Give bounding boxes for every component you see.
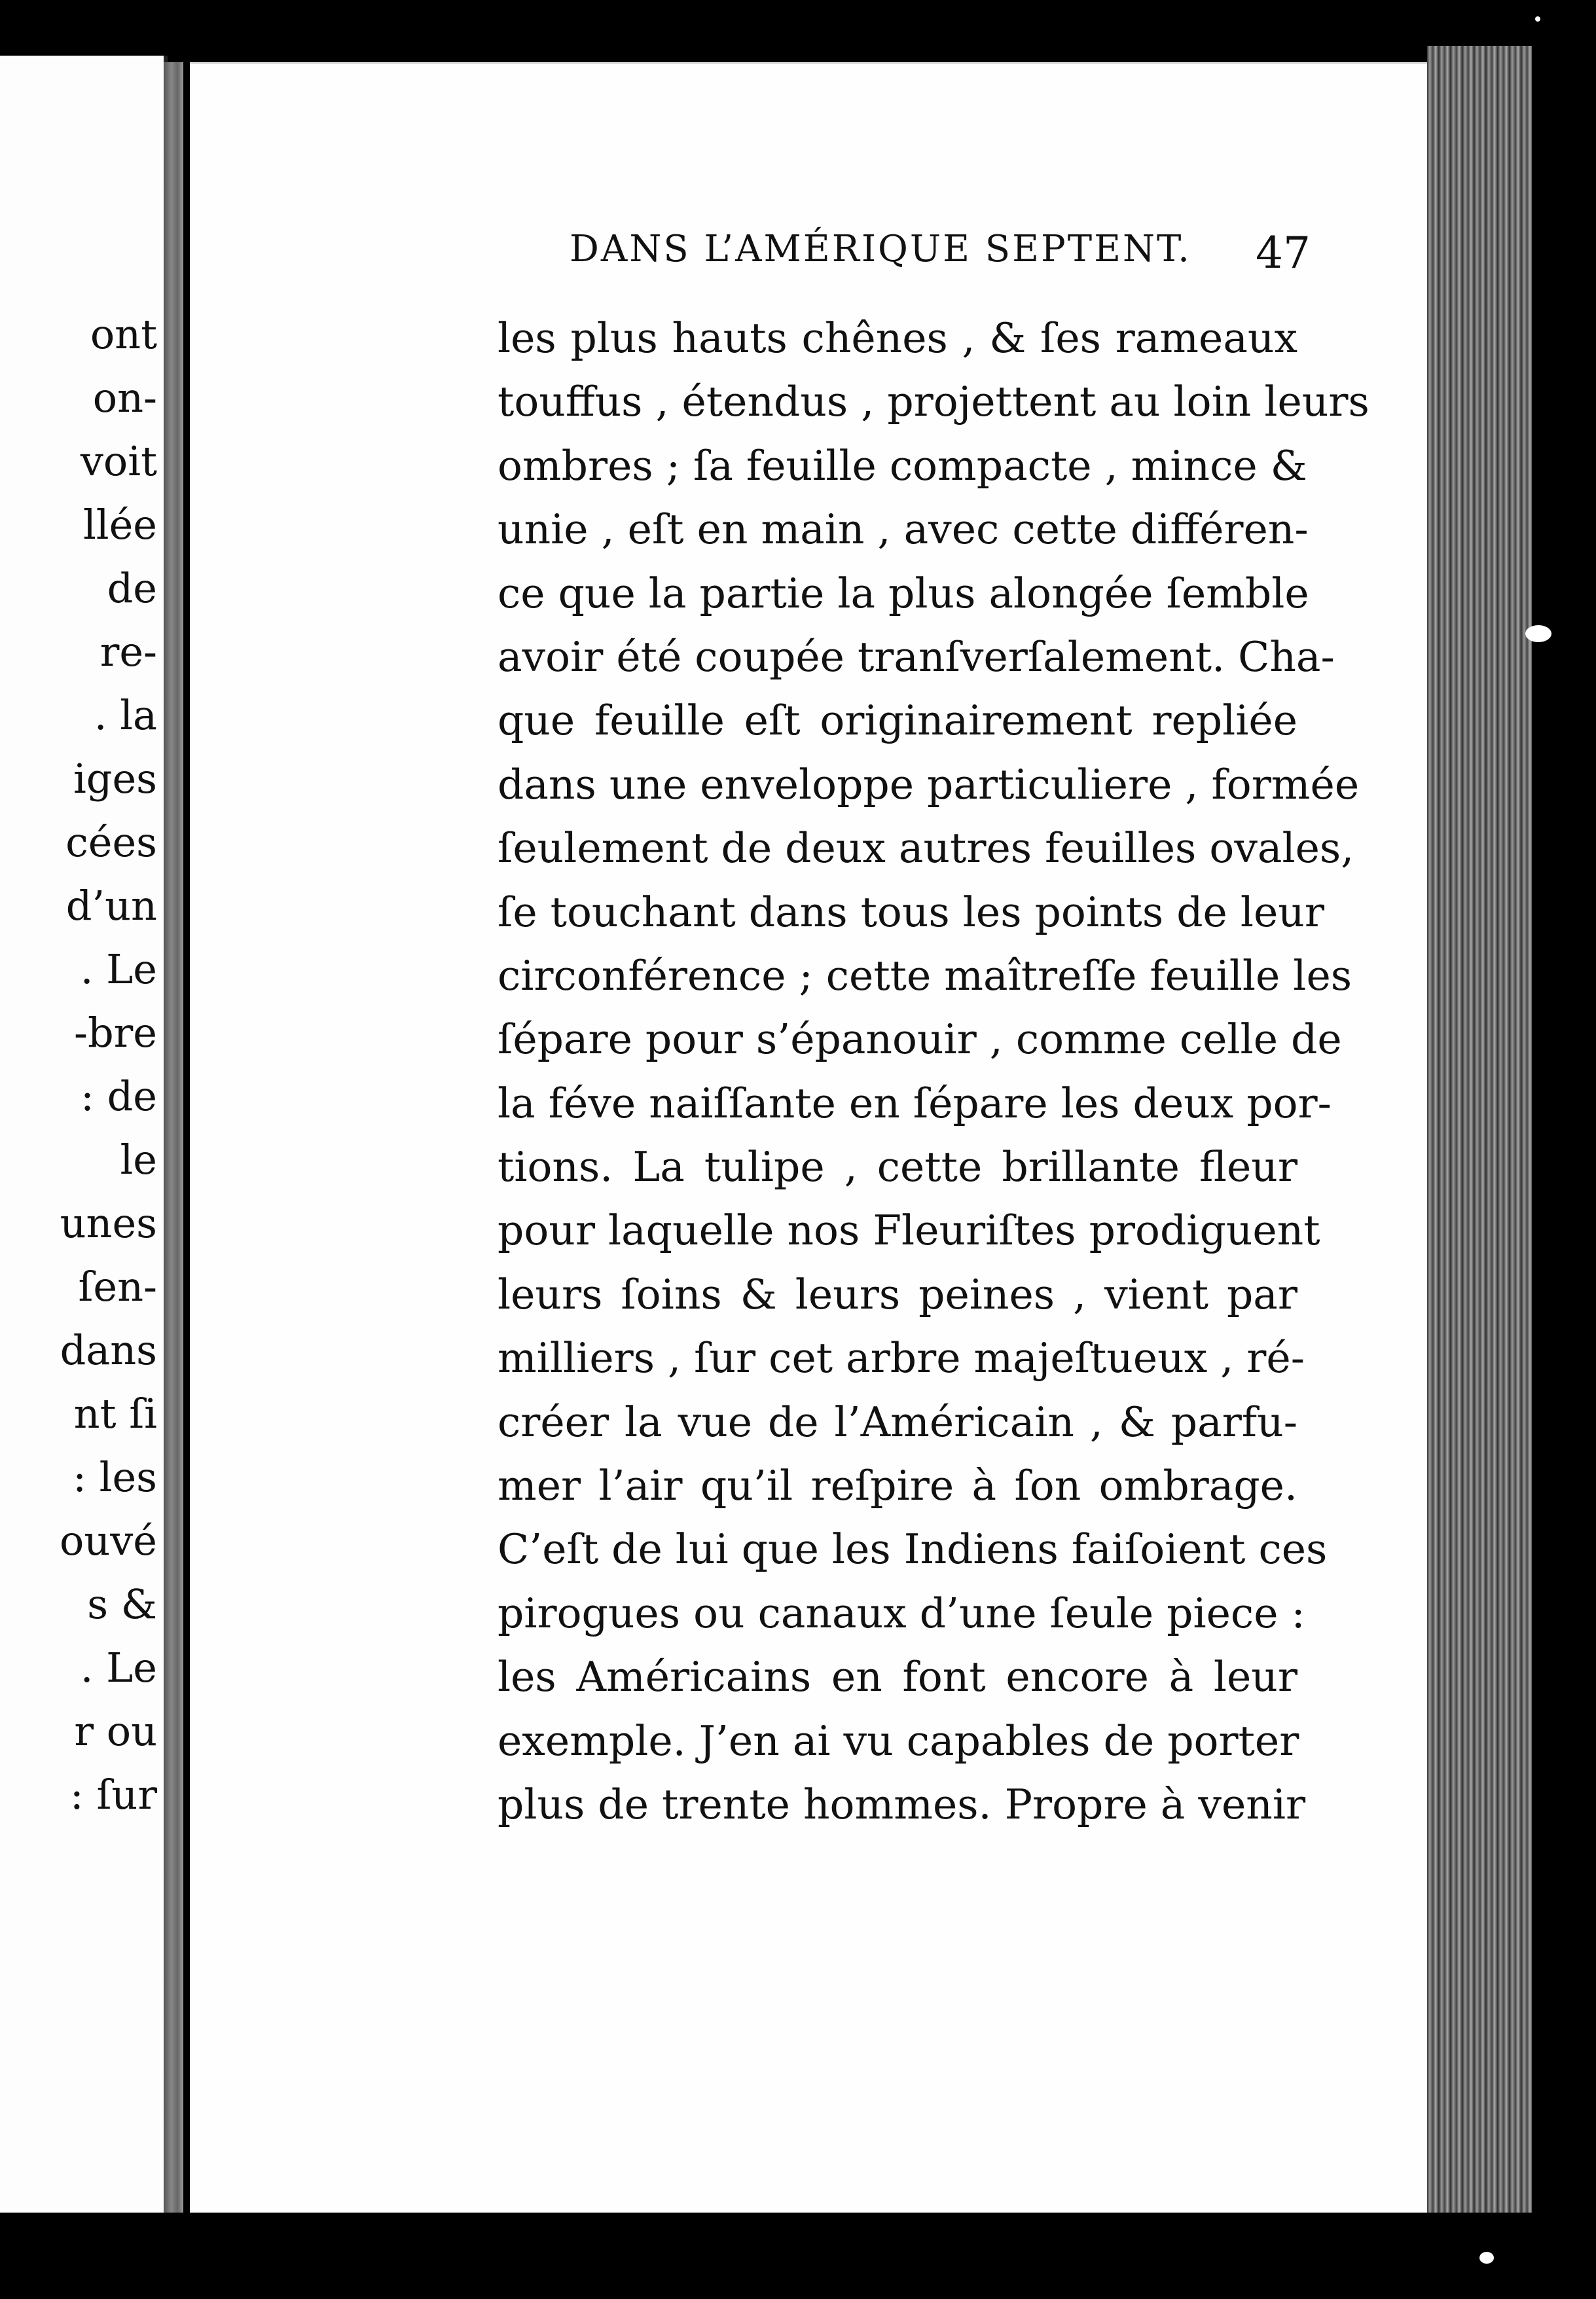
fragment-line: voit bbox=[80, 437, 157, 485]
fragment-line: de bbox=[107, 564, 157, 612]
text-line: exemple. J’en ai vu capables de porter bbox=[498, 1716, 1299, 1765]
fragment-line: . la bbox=[94, 691, 157, 739]
book-gutter bbox=[164, 62, 183, 2216]
fragment-line: d’un bbox=[65, 882, 157, 930]
text-line: avoir été coupée tranſverſalement. Cha- bbox=[498, 632, 1335, 681]
fragment-line: nt ſi bbox=[73, 1390, 157, 1438]
fragment-line: s & bbox=[87, 1580, 157, 1628]
text-line: unie , eſt en main , avec cette différen- bbox=[498, 505, 1309, 554]
fragment-line: : les bbox=[73, 1453, 157, 1501]
text-line: ſe touchant dans tous les points de leur bbox=[498, 888, 1324, 936]
text-line: plus de trente hommes. Propre à venir bbox=[498, 1780, 1306, 1828]
body-text bbox=[498, 306, 1369, 1836]
page-edges bbox=[1427, 46, 1532, 2226]
text-line: les plus hauts chênes , & ſes rameaux bbox=[498, 314, 1297, 362]
fragment-line: unes bbox=[60, 1199, 157, 1247]
text-line: tions. La tulipe , cette brillante fleur bbox=[498, 1143, 1297, 1191]
text-line: créer la vue de l’Américain , & parfu- bbox=[498, 1398, 1297, 1446]
text-line: les Américains en font encore à leur bbox=[498, 1653, 1297, 1701]
text-line: ſeulement de deux autres feuilles ovales, bbox=[498, 824, 1354, 873]
text-line: C’eſt de lui que les Indiens faiſoient ces bbox=[498, 1525, 1328, 1574]
previous-page-text bbox=[0, 56, 157, 1826]
scan-speck bbox=[1535, 16, 1540, 22]
fragment-line: . Le bbox=[80, 1644, 157, 1692]
text-line: mer l’air qu’il reſpire à ſon ombrage. bbox=[498, 1462, 1297, 1510]
text-line: pour laquelle nos Fleuriſtes prodiguent bbox=[498, 1206, 1320, 1255]
running-title: DANS L’AMÉRIQUE SEPTENT. bbox=[570, 228, 1191, 270]
fragment-line: re- bbox=[100, 628, 157, 676]
previous-page-fragment bbox=[0, 56, 168, 2221]
fragment-line: cées bbox=[65, 818, 157, 866]
fragment-line: llée bbox=[82, 501, 157, 549]
text-line: que feuille eſt originairement repliée bbox=[498, 697, 1297, 745]
scan-speck bbox=[1525, 625, 1551, 642]
running-head bbox=[380, 228, 1311, 293]
fragment-line: : de bbox=[81, 1072, 157, 1120]
fragment-line: le bbox=[120, 1136, 157, 1184]
text-line: leurs ſoins & leurs peines , vient par bbox=[498, 1270, 1297, 1318]
text-line: ſépare pour s’épanouir , comme celle de bbox=[498, 1015, 1342, 1064]
page-number: 47 bbox=[1256, 228, 1311, 278]
scan-bottom-border bbox=[0, 2213, 1596, 2299]
fragment-line: ouvé bbox=[60, 1517, 157, 1565]
book-page bbox=[190, 62, 1435, 2221]
fragment-line: dans bbox=[60, 1326, 157, 1374]
text-line: ombres ; ſa feuille compacte , mince & bbox=[498, 441, 1307, 490]
text-line: pirogues ou canaux d’une ſeule piece : bbox=[498, 1589, 1305, 1637]
text-line: dans une enveloppe particuliere , formée bbox=[498, 760, 1360, 808]
fragment-line: ont bbox=[90, 310, 157, 358]
scan-speck bbox=[1479, 2252, 1494, 2264]
fragment-line: -bre bbox=[74, 1009, 157, 1057]
text-line: touffus , étendus , projettent au loin leurs bbox=[498, 378, 1369, 426]
fragment-line: r ou bbox=[74, 1707, 157, 1755]
fragment-line: on- bbox=[92, 374, 157, 422]
fragment-line: iges bbox=[73, 755, 157, 803]
text-line: circonférence ; cette maîtreſſe feuille les bbox=[498, 951, 1352, 1000]
fragment-line: . Le bbox=[80, 945, 157, 993]
fragment-line: : ſur bbox=[69, 1771, 157, 1819]
text-line: la féve naiſſante en ſépare les deux por- bbox=[498, 1079, 1332, 1127]
text-line: milliers , ſur cet arbre majeſtueux , ré- bbox=[498, 1334, 1305, 1383]
fragment-line: ſen- bbox=[78, 1263, 157, 1311]
text-line: ce que la partie la plus alongée ſemble bbox=[498, 569, 1309, 617]
